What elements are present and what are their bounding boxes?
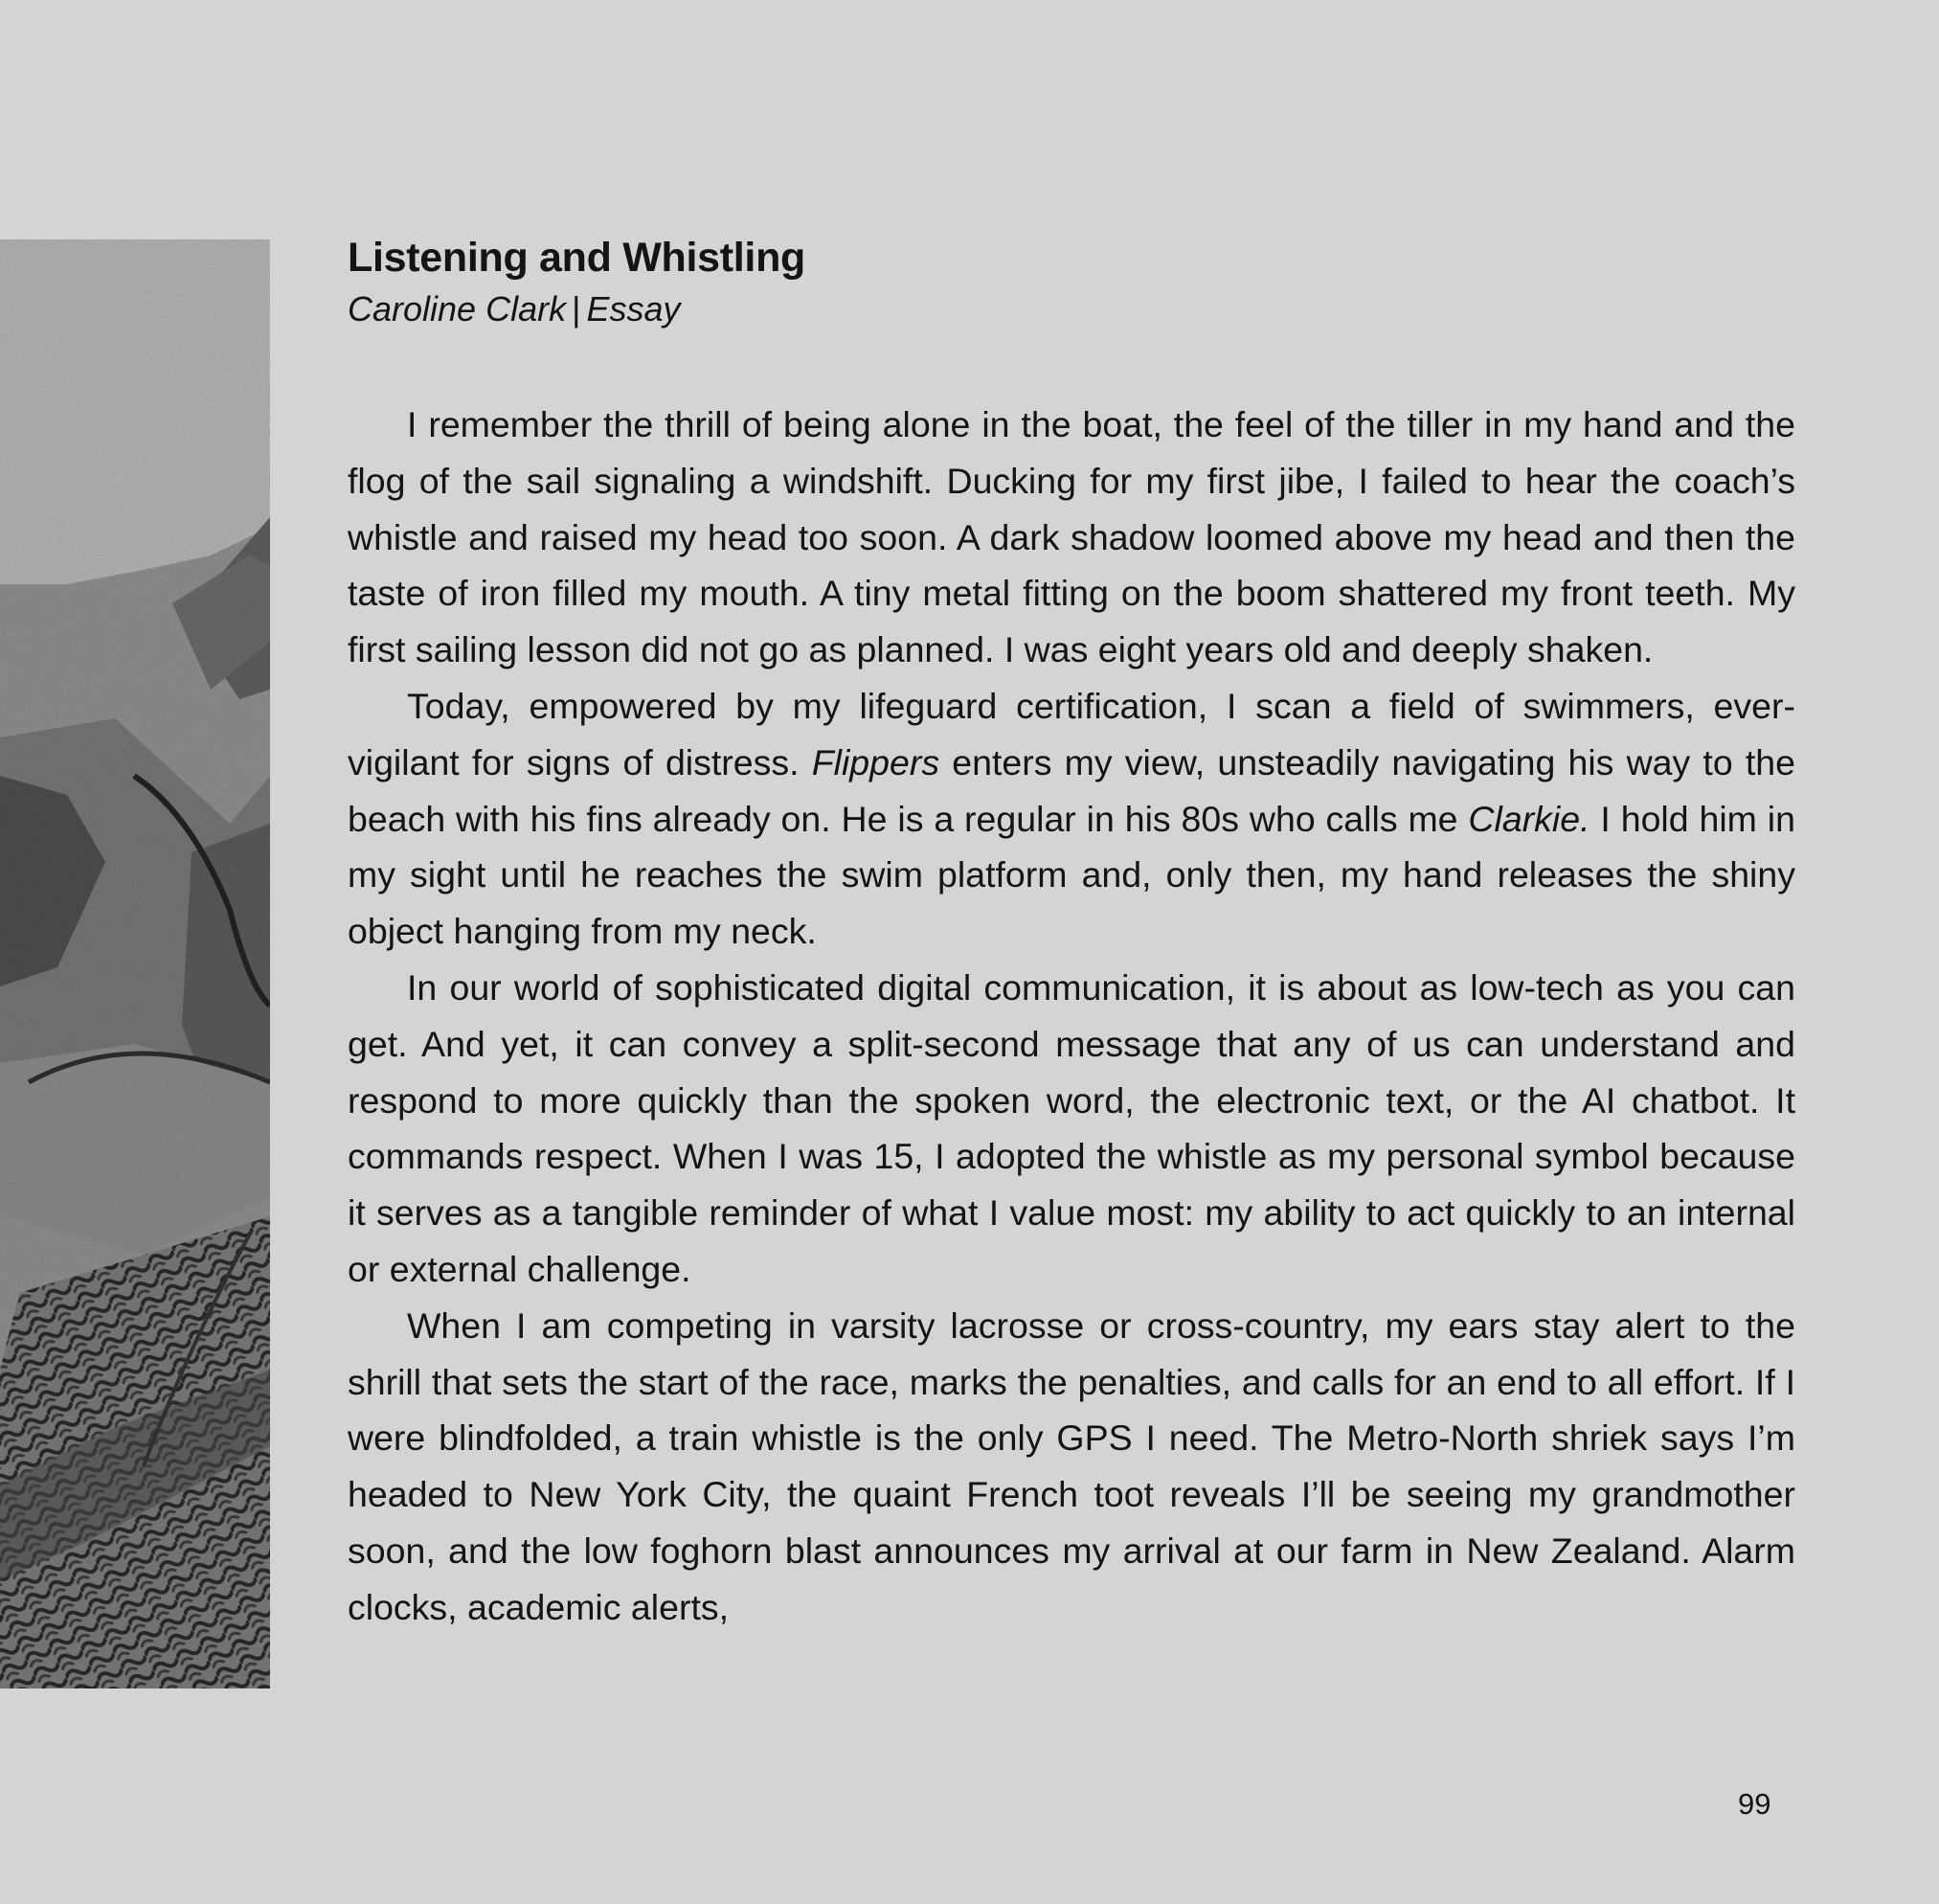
paragraph-2-text-1: Today, empowered by my lifeguard certification, I scan a field of swimmers, ever-vigilant for signs of distress.	[348, 685, 1795, 782]
paragraph-4: When I am competing in varsity lacrosse or cross-country, my ears stay alert to the shrill that sets the start of the race, marks the penalties, and calls for an end to all effort. If I were blindfolded, a train whistle is the only GPS I need. The Metro-North shriek says I’m headed to New York City, the quaint French toot reveals I’ll be seeing my grandmother soon, and the low foghorn blast announces my arrival at our farm in New Zealand. Alarm clocks, academic alerts,	[348, 1304, 1795, 1627]
paragraph-2	[348, 678, 1795, 960]
byline-separator: |	[572, 289, 581, 329]
genre-label: Essay	[586, 289, 681, 329]
byline	[348, 285, 1795, 333]
paragraph-1: I remember the thrill of being alone in the boat, the feel of the tiller in my hand and the flog of the sail signaling a windshift. Ducking for my first jibe, I failed to hear the coach’s whistle and raised my head too soon. A dark shadow loomed above my head and then the taste of iron filled my mouth. A tiny metal fitting on the boom shattered my front teeth. My first sailing lesson did not go as planned. I was eight years old and deeply shaken.	[348, 404, 1795, 670]
paragraph-2-italic-clarkie: Clarkie.	[1468, 798, 1590, 839]
paragraph-3: In our world of sophisticated digital communication, it is about as low-tech as you can get. And yet, it can convey a split-second message that any of us can understand and respond to more quickly than the spoken word, the electronic text, or the AI chatbot. It commands respect. When I was 15, I adopted the whistle as my personal symbol because it serves as a tangible reminder of what I value most: my ability to act quickly to an internal or external challenge.	[348, 966, 1795, 1289]
page-number: 99	[1738, 1787, 1771, 1821]
essay-article	[348, 230, 1795, 1636]
paragraph-2-text-2: enters my view, unsteadily navigating his way to the beach with his fins already on. He is a regular in his 80s who calls me	[348, 741, 1795, 839]
essay-title: Listening and Whistling	[348, 235, 806, 281]
paragraph-2-italic-flippers: Flippers	[811, 741, 940, 782]
author-name: Caroline Clark	[348, 289, 567, 329]
pencil-drawing-image	[0, 239, 270, 1689]
paragraph-2-text-3: I hold him in my sight until he reaches the swim platform and, only then, my hand releases the shiny object hanging from my neck.	[348, 798, 1795, 952]
essay-body	[348, 397, 1795, 1636]
